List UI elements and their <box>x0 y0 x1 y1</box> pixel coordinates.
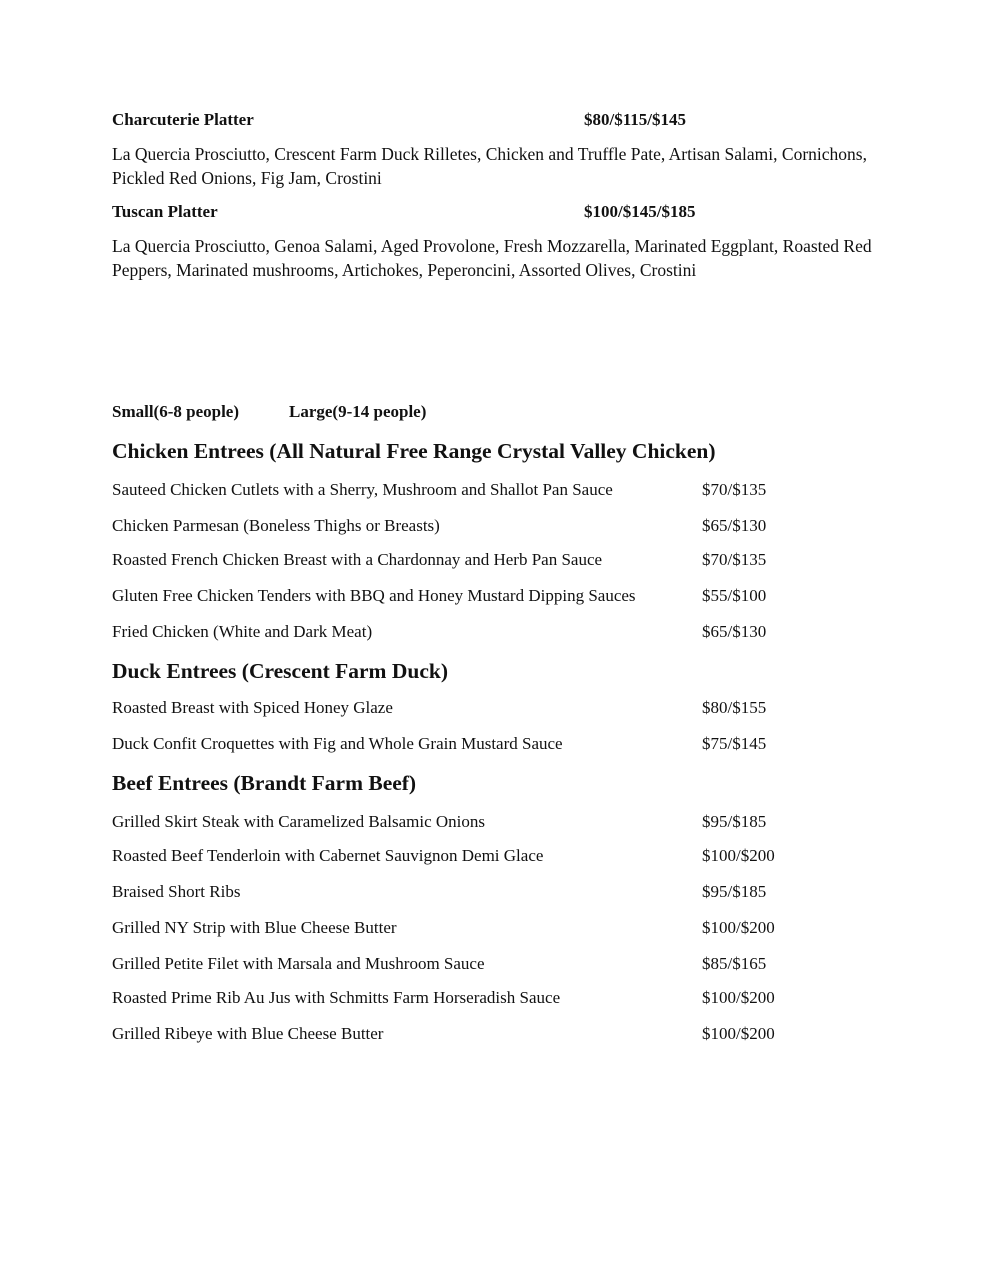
menu-item-price: $75/$145 <box>702 734 767 753</box>
section-heading-chicken: Chicken Entrees (All Natural Free Range Crystal Valley Chicken) <box>112 439 716 463</box>
menu-item-price: $100/$200 <box>702 988 775 1007</box>
menu-item-name: Grilled Petite Filet with Marsala and Mushroom Sauce <box>112 954 485 973</box>
tuscan-platter-description: La Quercia Prosciutto, Genoa Salami, Aged Provolone, Fresh Mozzarella, Marinated Eggplant, Roasted Red Peppers, Marinated mushrooms, Artichokes, Peperoncini, Assorted Olives, Crostini <box>112 236 872 280</box>
menu-item-name: Gluten Free Chicken Tenders with BBQ and Honey Mustard Dipping Sauces <box>112 586 636 605</box>
menu-item-price: $65/$130 <box>702 622 767 641</box>
section-heading-duck: Duck Entrees (Crescent Farm Duck) <box>112 659 448 683</box>
menu-item-name: Sauteed Chicken Cutlets with a Sherry, Mushroom and Shallot Pan Sauce <box>112 480 613 499</box>
tuscan-platter-price: $100/$145/$185 <box>584 202 696 221</box>
menu-item-name: Roasted French Chicken Breast with a Chardonnay and Herb Pan Sauce <box>112 550 603 569</box>
menu-item-name: Grilled Ribeye with Blue Cheese Butter <box>112 1024 384 1043</box>
size-small-label: Small(6-8 people) <box>112 402 240 421</box>
menu-item-price: $55/$100 <box>702 586 767 605</box>
menu-item-price: $100/$200 <box>702 846 775 865</box>
menu-item-price: $95/$185 <box>702 812 767 831</box>
menu-item-name: Grilled NY Strip with Blue Cheese Butter <box>112 918 397 937</box>
menu-item-name: Chicken Parmesan (Boneless Thighs or Breasts) <box>112 516 440 535</box>
menu-item-price: $85/$165 <box>702 954 767 973</box>
size-large-label: Large(9-14 people) <box>289 402 427 421</box>
tuscan-platter-name: Tuscan Platter <box>112 202 218 221</box>
menu-item-name: Roasted Breast with Spiced Honey Glaze <box>112 698 393 717</box>
charcuterie-platter-price: $80/$115/$145 <box>584 110 687 129</box>
menu-item-price: $100/$200 <box>702 918 775 937</box>
menu-item-price: $80/$155 <box>702 698 767 717</box>
menu-item-price: $70/$135 <box>702 550 767 569</box>
menu-item-name: Grilled Skirt Steak with Caramelized Balsamic Onions <box>112 812 485 831</box>
menu-item-price: $95/$185 <box>702 882 767 901</box>
menu-item-price: $70/$135 <box>702 480 767 499</box>
menu-item-price: $65/$130 <box>702 516 767 535</box>
menu-item-name: Fried Chicken (White and Dark Meat) <box>112 622 373 641</box>
section-heading-beef: Beef Entrees (Brandt Farm Beef) <box>112 771 417 795</box>
menu-item-name: Roasted Prime Rib Au Jus with Schmitts Farm Horseradish Sauce <box>112 988 561 1007</box>
menu-item-price: $100/$200 <box>702 1024 775 1043</box>
menu-item-name: Roasted Beef Tenderloin with Cabernet Sauvignon Demi Glace <box>112 846 544 865</box>
charcuterie-platter-description: La Quercia Prosciutto, Crescent Farm Duck Rilletes, Chicken and Truffle Pate, Artisan Salami, Cornichons, Pickled Red Onions, Fig Jam, Crostini <box>112 144 867 188</box>
charcuterie-platter-name: Charcuterie Platter <box>112 110 254 129</box>
menu-item-name: Duck Confit Croquettes with Fig and Whole Grain Mustard Sauce <box>112 734 563 753</box>
menu-item-name: Braised Short Ribs <box>112 882 241 901</box>
